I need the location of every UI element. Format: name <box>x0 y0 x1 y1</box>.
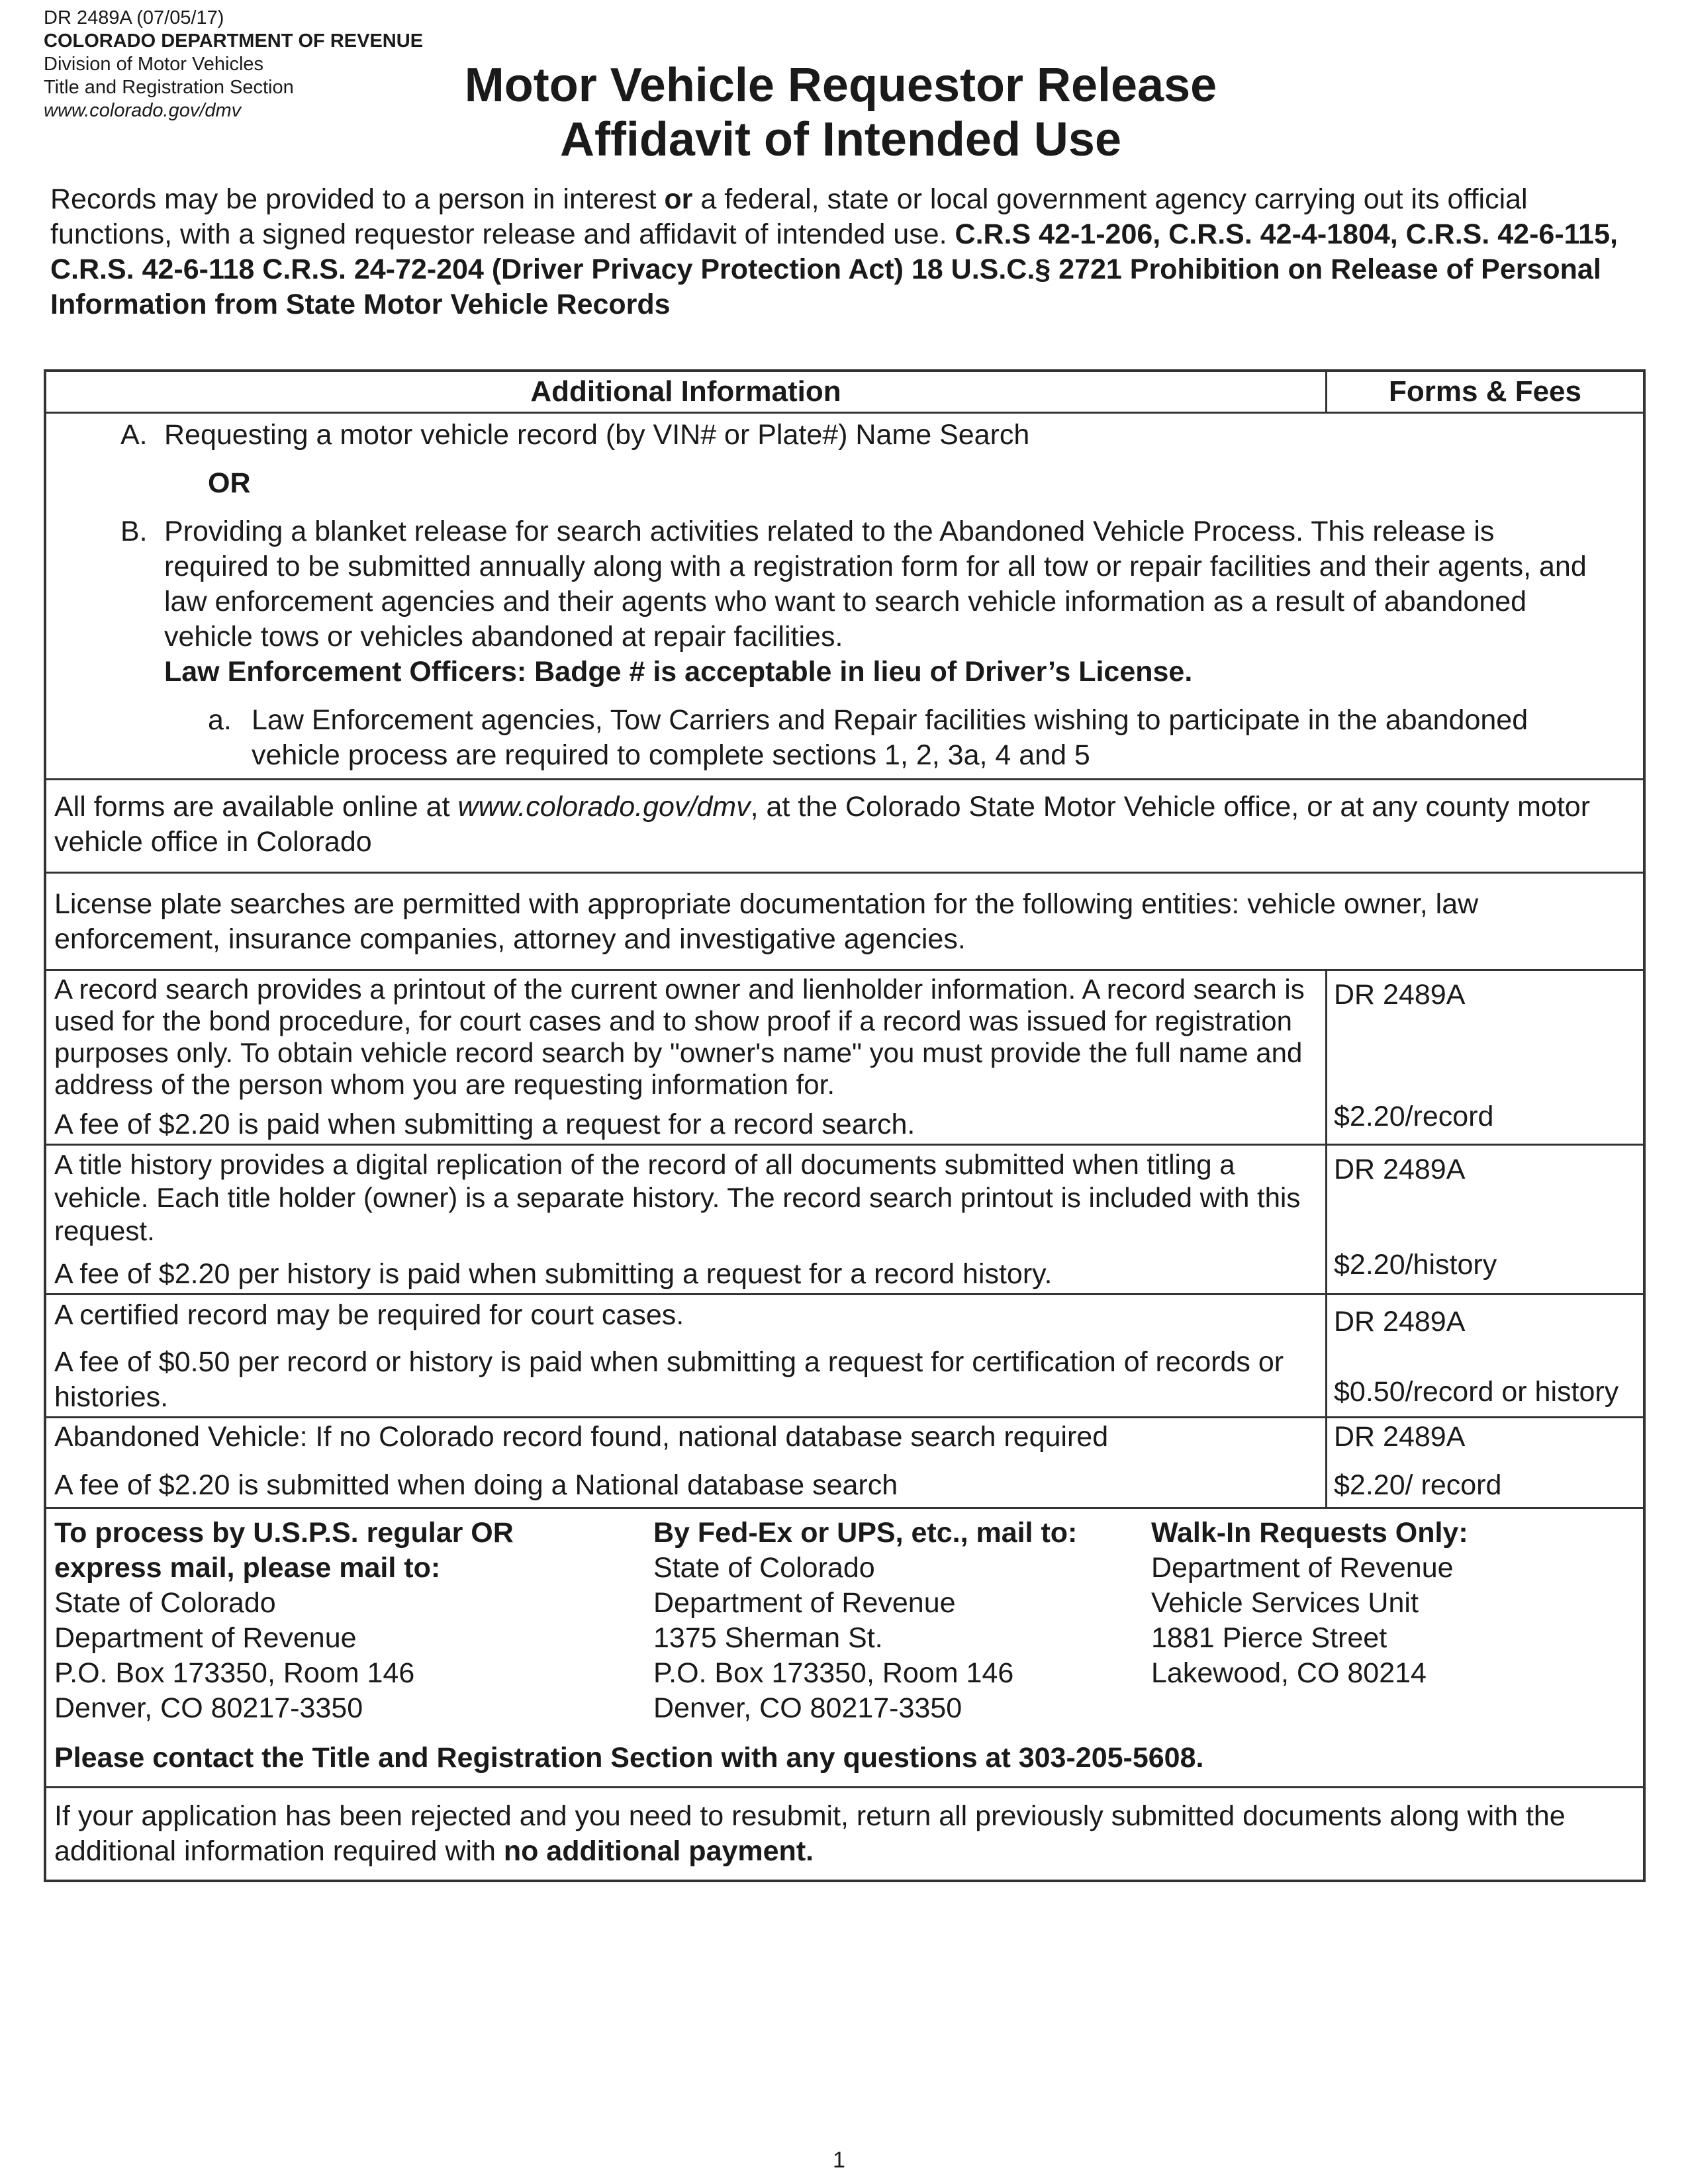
plate-search-row <box>46 872 1643 969</box>
sub-item-a-text: Law Enforcement agencies, Tow Carriers and Repair facilities wishing to participate in the abandoned vehicle process are required to complete sections 1, 2, 3a, 4 and 5 <box>252 704 1528 771</box>
sub-marker-a: a. <box>208 704 232 736</box>
page-title <box>371 58 1311 167</box>
list-item-a-text: Requesting a motor vehicle record (by VIN# or Plate#) Name Search <box>164 419 1030 451</box>
list-marker-b: B. <box>120 516 148 547</box>
forms-online-url[interactable]: www.colorado.gov/dmv <box>457 791 751 823</box>
forms-online-text-1: All forms are available online at <box>54 791 458 823</box>
address-line: Denver, CO 80217-3350 <box>54 1692 363 1724</box>
fee-row-desc-cell <box>46 971 1325 1144</box>
fee-row-forms-cell <box>1325 971 1643 1144</box>
title-line-2: Affidavit of Intended Use <box>559 113 1122 166</box>
form-number-cell: DR 2489A <box>1334 1306 1466 1338</box>
column-header-forms-fees: Forms & Fees <box>1325 372 1643 412</box>
page-number: 1 <box>833 2148 845 2173</box>
intro-text-1: Records may be provided to a person in interest <box>50 183 665 215</box>
fee-row-forms-cell <box>1325 1418 1643 1507</box>
info-table <box>44 369 1646 1882</box>
address-line: Denver, CO 80217-3350 <box>653 1692 962 1724</box>
address-line: 1375 Sherman St. <box>653 1622 883 1654</box>
walkin-address <box>1151 1516 1615 1726</box>
fee-row-certified <box>46 1293 1643 1416</box>
mailing-section <box>46 1507 1643 1786</box>
fedex-heading: By Fed-Ex or UPS, etc., mail to: <box>653 1517 1078 1549</box>
section-name: Title and Registration Section <box>44 77 294 98</box>
table-header-row <box>46 372 1643 412</box>
rejected-bold-text: no additional payment. <box>503 1835 814 1867</box>
address-line: Vehicle Services Unit <box>1151 1587 1419 1619</box>
sub-item-a <box>46 703 1643 773</box>
intro-paragraph <box>50 182 1639 322</box>
fee-row-desc-cell <box>46 1146 1325 1293</box>
address-line: Department of Revenue <box>653 1587 956 1619</box>
form-number-cell: DR 2489A <box>1334 1421 1466 1453</box>
list-marker-a: A. <box>120 419 148 451</box>
request-types-section <box>46 412 1643 778</box>
fee-text: A fee of $0.50 per record or history is paid when submitting a request for certification of records or histories. <box>54 1346 1284 1413</box>
intro-statutes: C.R.S 42-1-206, C.R.S. 42-4-1804, C.R.S. 42-6-115, C.R.S. 42-6-118 C.R.S. 24-72-204 (Driver Privacy Protection Act) 18 U.S.C.§ 2721 Prohibition on Release of Personal Information from State Motor Vehicle Records <box>50 218 1618 320</box>
rejected-text: If your application has been rejected and you need to resubmit, return all previously submitted documents along with the additional information required with <box>54 1800 1566 1867</box>
address-line: Department of Revenue <box>1151 1552 1454 1584</box>
fee-description: Abandoned Vehicle: If no Colorado record found, national database search required <box>54 1421 1109 1453</box>
address-line: P.O. Box 173350, Room 146 <box>653 1657 1014 1689</box>
fee-row-forms-cell <box>1325 1146 1643 1293</box>
usps-heading: To process by U.S.P.S. regular OR express mail, please mail to: <box>54 1517 514 1584</box>
fee-amount: $2.20/record <box>1334 1101 1494 1132</box>
walkin-heading: Walk-In Requests Only: <box>1151 1517 1468 1549</box>
title-line-1: Motor Vehicle Requestor Release <box>464 59 1217 112</box>
fee-row-desc-cell <box>46 1418 1325 1507</box>
address-columns <box>46 1509 1643 1726</box>
address-line: Department of Revenue <box>54 1622 357 1654</box>
fee-amount: $0.50/record or history <box>1334 1376 1619 1408</box>
list-item-b-text: Providing a blanket release for search activities related to the Abandoned Vehicle Process. This release is required to be submitted annually along with a registration form for all tow or repair facilities and their agents, and law enforcement agencies and their agents who want to search vehicle information as a result of abandoned vehicle tows or vehicles abandoned at repair facilities. <box>164 516 1587 653</box>
fee-row-abandoned <box>46 1416 1643 1507</box>
form-number-cell: DR 2489A <box>1334 979 1466 1011</box>
or-separator: OR <box>208 467 251 499</box>
form-number-cell: DR 2489A <box>1334 1154 1466 1185</box>
fee-row-forms-cell <box>1325 1295 1643 1416</box>
fee-row-desc-cell <box>46 1295 1325 1416</box>
website-link[interactable]: www.colorado.gov/dmv <box>44 100 242 121</box>
fedex-address <box>653 1516 1151 1726</box>
form-number: DR 2489A (07/05/17) <box>44 7 224 28</box>
fee-amount: $2.20/history <box>1334 1249 1497 1281</box>
fee-amount: $2.20/ record <box>1334 1469 1502 1501</box>
fee-text: A fee of $2.20 is submitted when doing a National database search <box>54 1469 898 1501</box>
forms-online-row <box>46 778 1643 872</box>
fee-row-title-history <box>46 1144 1643 1293</box>
fee-description: A record search provides a printout of the current owner and lienholder information. A record search is used for the bond procedure, for court cases and to show proof if a record was issued for registration purposes only. To obtain vehicle record search by "owner's name" you must provide the full name and address of the person whom you are requesting information for. <box>54 974 1305 1100</box>
address-line: State of Colorado <box>54 1587 276 1619</box>
usps-address <box>54 1516 653 1726</box>
forms-online-text-2: , at the Colorado State Motor Vehicle office, or at any county motor vehicle office in Colorado <box>54 791 1591 858</box>
department-name: COLORADO DEPARTMENT OF REVENUE <box>44 30 424 52</box>
contact-note: Please contact the Title and Registration Section with any questions at 303-205-5608. <box>54 1742 1204 1774</box>
address-line: 1881 Pierce Street <box>1151 1622 1387 1654</box>
address-line: State of Colorado <box>653 1552 875 1584</box>
column-header-additional-info: Additional Information <box>530 375 841 408</box>
fee-row-record-search <box>46 969 1643 1144</box>
form-header-meta <box>44 7 423 122</box>
plate-search-text: License plate searches are permitted with appropriate documentation for the following entities: vehicle owner, law enforcement, insurance companies, attorney and investigative agencies. <box>54 888 1479 955</box>
list-item-a <box>46 418 1643 453</box>
intro-or: or <box>664 183 693 215</box>
intro-text-2: a federal, state or local government agency carrying out its official functions, with a signed requestor release and affidavit of intended use. <box>50 183 1528 250</box>
fee-text: A fee of $2.20 is paid when submitting a request for a record search. <box>54 1109 915 1140</box>
fee-description: A title history provides a digital replication of the record of all documents submitted when titling a vehicle. Each title holder (owner) is a separate history. The record search printout is included with this request. <box>54 1149 1301 1246</box>
fee-description: A certified record may be required for court cases. <box>54 1299 684 1331</box>
list-item-b <box>46 514 1643 690</box>
rejected-note-row <box>46 1786 1643 1880</box>
address-line: P.O. Box 173350, Room 146 <box>54 1657 415 1689</box>
address-line: Lakewood, CO 80214 <box>1151 1657 1427 1689</box>
law-enforcement-note: Law Enforcement Officers: Badge # is acceptable in lieu of Driver’s License. <box>164 656 1193 688</box>
fee-text: A fee of $2.20 per history is paid when submitting a request for a record history. <box>54 1258 1053 1290</box>
division-name: Division of Motor Vehicles <box>44 54 264 75</box>
